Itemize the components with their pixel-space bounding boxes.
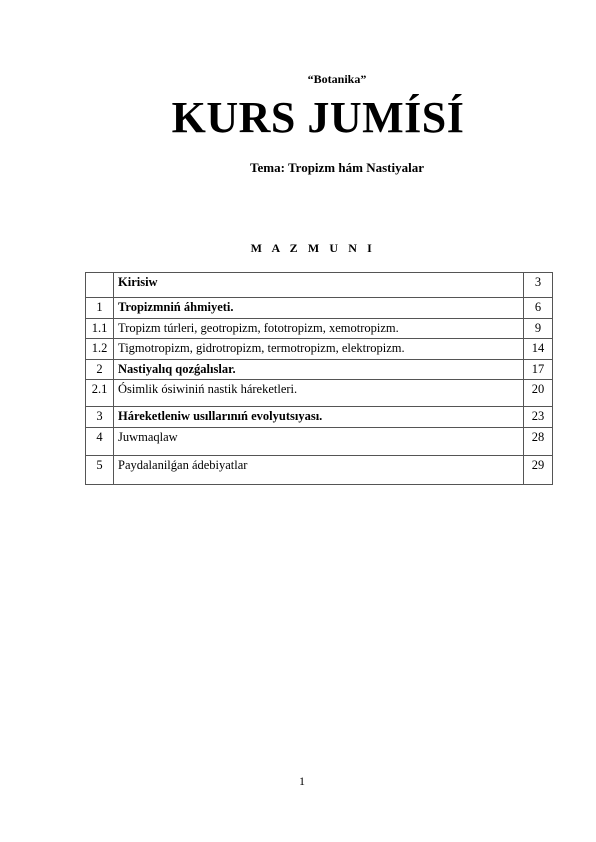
toc-row [86, 380, 553, 407]
toc-row-number: 5 [86, 456, 114, 485]
toc-row-page: 29 [524, 456, 553, 485]
toc-row-page: 6 [524, 298, 553, 319]
toc-row-title: Háreketleniw usıllarınıń evolyutsıyası. [114, 407, 524, 428]
toc-row-number: 1 [86, 298, 114, 319]
toc-row [86, 360, 553, 380]
toc-row-title: Tropizmniń áhmiyeti. [114, 298, 524, 319]
toc-row-title: Nastiyalıq qozǵalıslar. [114, 360, 524, 380]
toc-row [86, 456, 553, 485]
page-number: 1 [299, 774, 305, 788]
toc-row-title: Kirisiw [114, 273, 524, 298]
toc-row-number: 4 [86, 428, 114, 456]
topic-line: Tema: Tropizm hám Nastiyalar [250, 160, 424, 175]
toc-row [86, 273, 553, 298]
toc-row-title: Tigmotropizm, gidrotropizm, termotropizm, elektropizm. [114, 339, 524, 360]
toc-row [86, 407, 553, 428]
document-title: KURS JUMÍSÍ [171, 93, 465, 142]
toc-row-page: 14 [524, 339, 553, 360]
toc-row [86, 339, 553, 360]
toc-row-title: Tropizm túrleri, geotropizm, fototropizm, xemotropizm. [114, 319, 524, 339]
toc-row-page: 20 [524, 380, 553, 407]
toc-row-number: 1.2 [86, 339, 114, 360]
contents-heading: M A Z M U N I [250, 241, 376, 255]
toc-row-number: 2 [86, 360, 114, 380]
toc-row-page: 3 [524, 273, 553, 298]
toc-row [86, 319, 553, 339]
toc-row-number: 3 [86, 407, 114, 428]
toc-row-page: 23 [524, 407, 553, 428]
toc-row-page: 17 [524, 360, 553, 380]
toc-row-page: 9 [524, 319, 553, 339]
subject-label: “Botanika” [307, 72, 367, 86]
table-of-contents [85, 272, 553, 485]
toc-row-number: 2.1 [86, 380, 114, 407]
toc-row-title: Ósimlik ósiwiniń nastik háreketleri. [114, 380, 524, 407]
toc-row-page: 28 [524, 428, 553, 456]
toc-row-title: Juwmaqlaw [114, 428, 524, 456]
toc-row [86, 428, 553, 456]
toc-row-title: Paydalanilǵan ádebiyatlar [114, 456, 524, 485]
toc-row [86, 298, 553, 319]
toc-row-number [86, 273, 114, 298]
toc-row-number: 1.1 [86, 319, 114, 339]
